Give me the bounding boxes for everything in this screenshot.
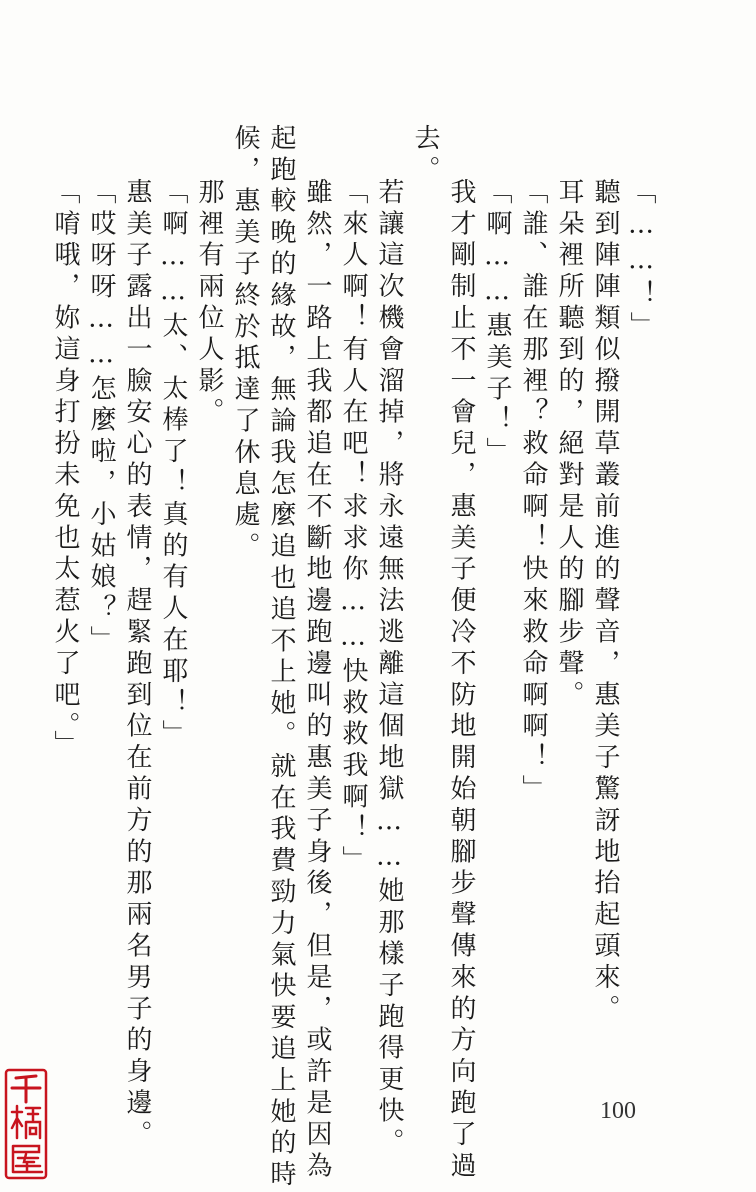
text-column: 「來人啊！有人在吧！求求你……快救救我啊！」	[338, 178, 368, 877]
text-column: 「……！」	[626, 178, 656, 343]
text-column: 「唷哦，妳這身打扮未免也太惹火了吧。」	[50, 178, 80, 762]
text-column: 「誰、誰在那裡？救命啊！快來救命啊啊！」	[518, 178, 548, 806]
text-column: 去。	[410, 124, 440, 187]
text-column: 雖然，一路上我都追在不斷地邊跑邊叫的惠美子身後，但是，或許是因為	[302, 178, 332, 1183]
text-column: 「哎呀呀……怎麼啦，小姑娘？」	[86, 178, 116, 657]
text-column: 若讓這次機會溜掉，將永遠無法逃離這個地獄……她那樣子跑得更快。	[374, 178, 404, 1160]
text-column: 起跑較晚的緣故，無論我怎麼追也追不上她。就在我費勁力氣快要追上她的時	[266, 124, 296, 1192]
text-column: 聽到陣陣類似撥開草叢前進的聲音，惠美子驚訝地抬起頭來。	[590, 178, 620, 1026]
page-number: 100	[600, 1098, 636, 1124]
text-column: 「啊……太、太棒了！真的有人在耶！」	[158, 178, 188, 752]
publisher-seal-icon	[4, 1068, 48, 1180]
text-column: 我才剛制止不一會兒，惠美子便冷不防地開始朝腳步聲傳來的方向跑了過	[446, 178, 476, 1183]
text-column: 「啊……惠美子！」	[482, 178, 512, 469]
text-column: 那裡有兩位人影。	[194, 178, 224, 430]
text-column: 耳朵裡所聽到的，絕對是人的腳步聲。	[554, 178, 584, 712]
text-column: 惠美子露出一臉安心的表情，趕緊跑到位在前方的那兩名男子的身邊。	[122, 178, 152, 1152]
text-column: 候，惠美子終於抵達了休息處。	[230, 124, 260, 564]
